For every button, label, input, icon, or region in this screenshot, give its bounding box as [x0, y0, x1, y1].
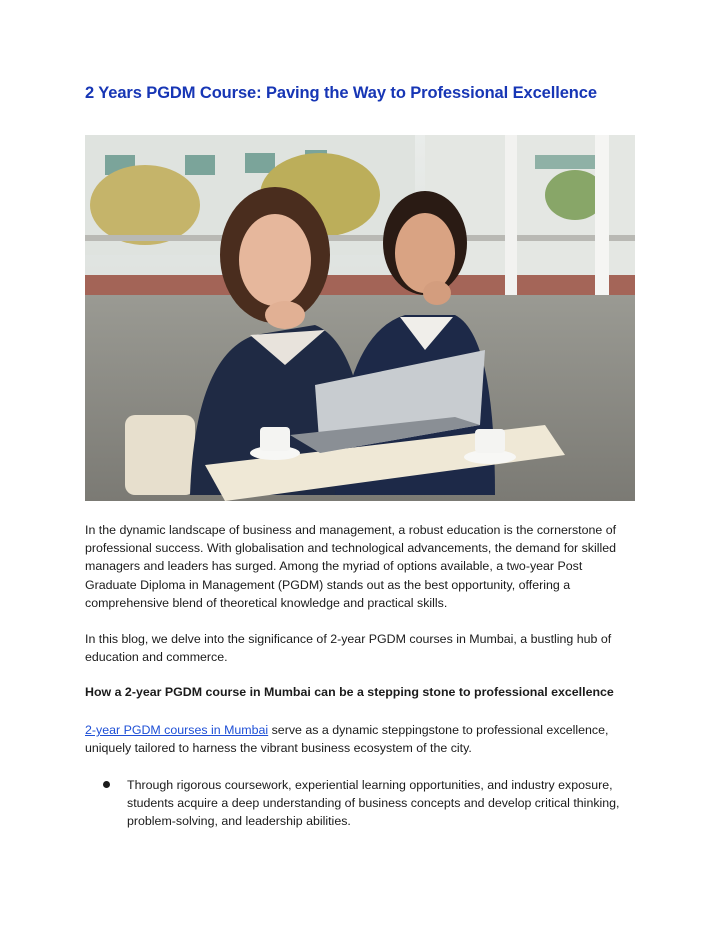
section-heading: How a 2-year PGDM course in Mumbai can be a stepping stone to professional excellence: [85, 685, 614, 699]
section-paragraph-text: serve as a dynamic steppingstone to professional excellence, uniquely tailored to harness the vibrant business ecosystem of the city.: [85, 723, 609, 756]
bullet-icon: [103, 781, 110, 788]
article-title: 2 Years PGDM Course: Paving the Way to Professional Excellence: [85, 84, 597, 102]
pgdm-courses-link[interactable]: 2-year PGDM courses in Mumbai: [85, 723, 269, 737]
photo-two-women-with-laptop-icon: [85, 135, 635, 501]
bullet-list: [85, 776, 645, 831]
article-photo: [85, 135, 635, 501]
list-item: [85, 776, 645, 831]
section-paragraph: [85, 721, 637, 757]
blog-paragraph: In this blog, we delve into the significance of 2-year PGDM courses in Mumbai, a bustling hub of education and commerce.: [85, 632, 612, 665]
intro-paragraph: In the dynamic landscape of business and management, a robust education is the cornerstone of professional success. With globalisation and technological advancements, the demand for skilled managers and leaders has surged. Among the myriad of options available, a two-year Post Graduate Diploma in Management (PGDM) stands out as the best opportunity, offering a comprehensive blend of theoretical knowledge and practical skills.: [85, 523, 617, 610]
list-item-text: Through rigorous coursework, experiential learning opportunities, and industry exposure, students acquire a deep understanding of business concepts and develop critical thinking, problem-solving, and leadership abilities.: [127, 778, 620, 829]
